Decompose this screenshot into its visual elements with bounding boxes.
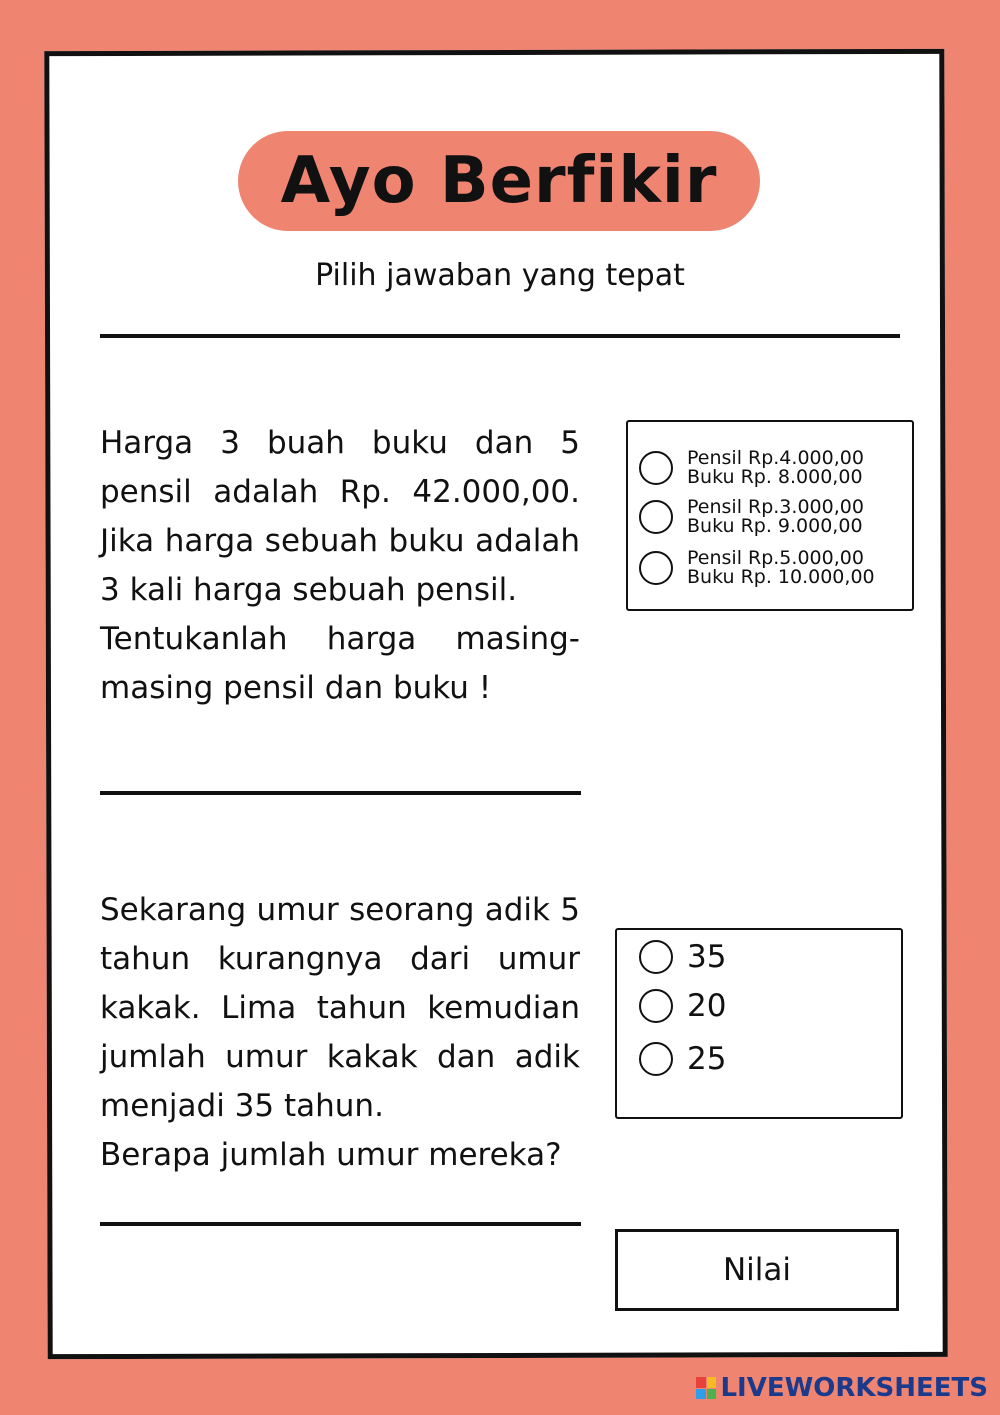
q2-option-1[interactable]: [639, 940, 726, 974]
question-1: [100, 419, 580, 713]
score-box: [615, 1229, 899, 1311]
question-1-prompt: Tentukanlah harga masing-masing pensil dan buku !: [100, 621, 580, 706]
q1-option-2[interactable]: [639, 498, 864, 536]
q1-option-1[interactable]: [639, 449, 864, 487]
radio-button-icon[interactable]: [639, 500, 673, 534]
divider-top: [100, 334, 900, 338]
subtitle: Pilih jawaban yang tepat: [315, 258, 685, 293]
question-2-text: Sekarang umur seorang adik 5 tahun kurangnya dari umur kakak. Lima tahun kemudian jumlah umur kakak dan adik menjadi 35 tahun.: [100, 892, 580, 1124]
score-label: Nilai: [722, 1252, 792, 1288]
question-1-text: Harga 3 buah buku dan 5 pensil adalah Rp. 42.000,00. Jika harga sebuah buku adalah 3 kali harga sebuah pensil.: [100, 425, 580, 608]
brand-name: LIVEWORKSHEETS: [720, 1373, 988, 1403]
radio-button-icon[interactable]: [639, 551, 673, 585]
divider-q2: [100, 1222, 581, 1226]
radio-button-icon[interactable]: [639, 989, 673, 1023]
q1-option-3-label: Pensil Rp.5.000,00 Buku Rp. 10.000,00: [687, 547, 875, 588]
q1-option-1-label: Pensil Rp.4.000,00 Buku Rp. 8.000,00: [687, 447, 864, 488]
q2-option-2[interactable]: [639, 989, 726, 1023]
title-pill: [238, 131, 760, 231]
question-2: [100, 886, 580, 1180]
liveworksheets-logo-icon: [696, 1377, 716, 1399]
radio-button-icon[interactable]: [639, 940, 673, 974]
q2-option-2-label: 20: [687, 988, 727, 1024]
q2-option-3-label: 25: [687, 1041, 727, 1077]
page-title: Ayo Berfikir: [280, 144, 718, 218]
q2-option-3[interactable]: [639, 1042, 726, 1076]
radio-button-icon[interactable]: [639, 451, 673, 485]
q1-option-3[interactable]: [639, 549, 875, 587]
question-2-prompt: Berapa jumlah umur mereka?: [100, 1137, 562, 1173]
divider-q1: [100, 791, 581, 795]
q1-option-2-label: Pensil Rp.3.000,00 Buku Rp. 9.000,00: [687, 496, 864, 537]
radio-button-icon[interactable]: [639, 1042, 673, 1076]
q2-option-1-label: 35: [687, 939, 727, 975]
liveworksheets-logo: [696, 1373, 988, 1403]
